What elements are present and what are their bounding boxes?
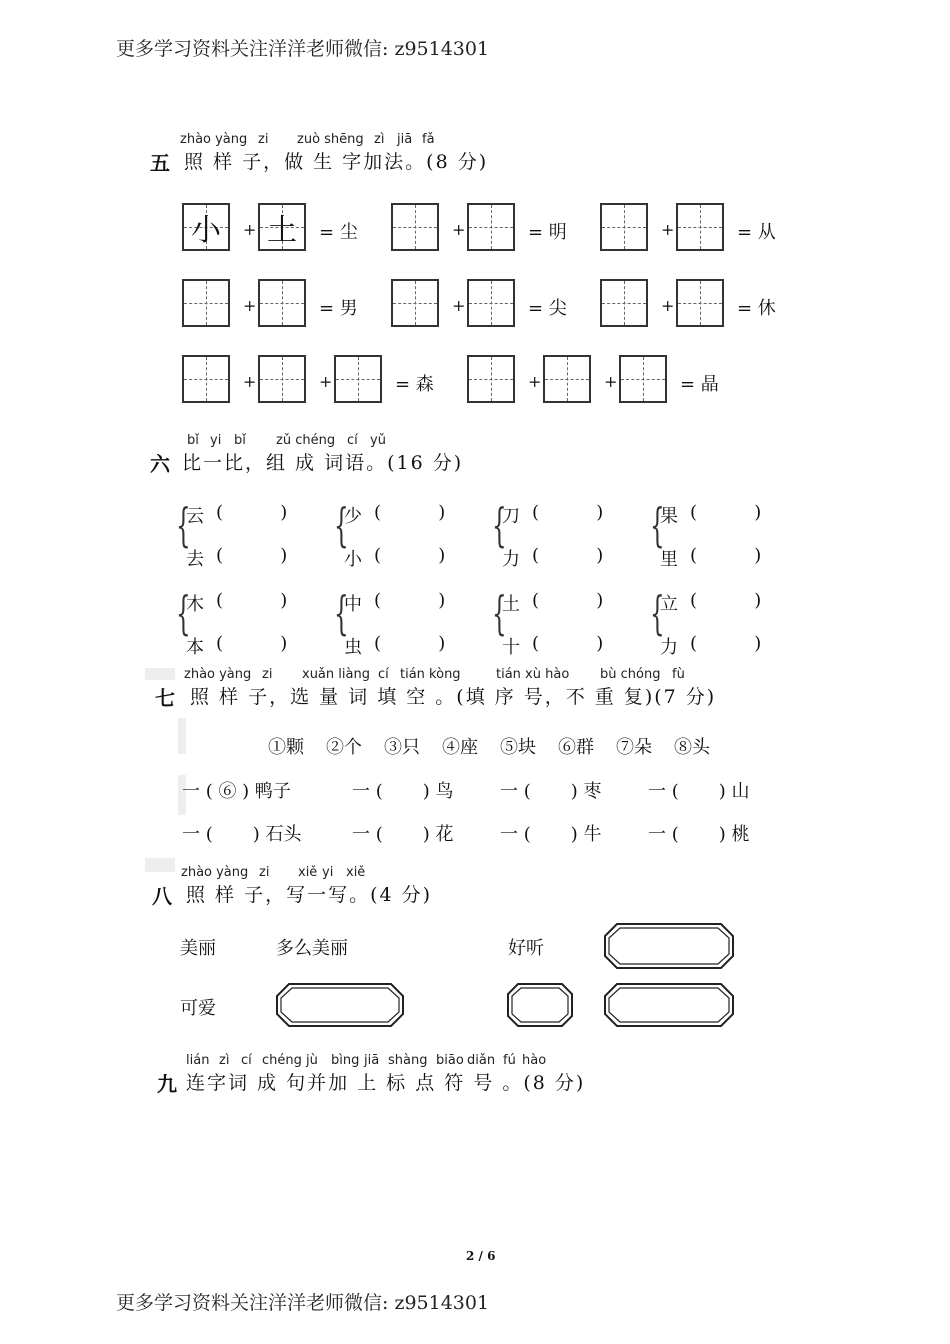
pair-char: 刀 — [502, 506, 520, 527]
option: ②个 — [326, 737, 362, 758]
pair-char: 少 — [344, 506, 362, 527]
sum-result: = 尖 — [528, 298, 567, 319]
footer-note: 更多学习资料关注洋洋老师微信: z9514301 — [116, 1292, 490, 1314]
pair-char: 果 — [660, 506, 678, 527]
answer-octagon[interactable] — [506, 982, 574, 1028]
sum-result: = 从 — [737, 222, 776, 243]
pinyin: bǐ — [187, 433, 199, 448]
answer-blank[interactable]: ( ) — [216, 633, 288, 654]
fill-item[interactable]: 一 ( ) 花 — [352, 824, 454, 845]
pair-char: 立 — [660, 594, 678, 615]
section-number: 九 — [157, 1072, 177, 1096]
pinyin: tián kòng — [400, 667, 461, 682]
brace: { — [334, 498, 349, 552]
brace: { — [650, 498, 665, 552]
fill-item[interactable]: 一 ( ) 牛 — [500, 824, 602, 845]
option: ⑤块 — [500, 737, 536, 758]
pinyin: zǔ chéng — [276, 433, 336, 448]
pair-char: 十 — [502, 637, 520, 658]
option: ③只 — [384, 737, 420, 758]
scan-artifact — [178, 718, 186, 754]
answer-blank[interactable]: ( ) — [532, 590, 604, 611]
example-phrase: 多么美丽 — [276, 938, 348, 959]
pinyin: zhào yàng — [180, 132, 248, 147]
answer-blank[interactable]: ( ) — [690, 590, 762, 611]
answer-blank[interactable]: ( ) — [374, 590, 446, 611]
fill-item[interactable]: 一 ( ) 鸟 — [352, 781, 454, 802]
writing-grid[interactable] — [676, 279, 724, 327]
pair-char: 去 — [186, 549, 204, 570]
option: ①颗 — [268, 737, 304, 758]
writing-grid[interactable] — [600, 279, 648, 327]
pinyin: zhào yàng — [181, 865, 249, 880]
section-number: 五 — [150, 151, 170, 175]
writing-grid[interactable] — [467, 355, 515, 403]
answer-blank[interactable]: ( ) — [374, 545, 446, 566]
plus-sign: + — [452, 296, 466, 315]
section-title: 照 样 子，做 生 字加法。(8 分) — [184, 151, 489, 173]
pinyin: jù — [306, 1053, 318, 1068]
section-title: 照 样 子，选 量 词 填 空 。(填 序 号，不 重 复)(7 分) — [190, 686, 717, 708]
fill-item[interactable]: 一 ( ) 桃 — [648, 824, 750, 845]
section-number: 八 — [152, 884, 172, 908]
pinyin: zi — [259, 865, 270, 880]
prompt-word: 好听 — [508, 938, 544, 959]
pinyin: biāo — [436, 1053, 464, 1068]
brace: { — [176, 586, 191, 640]
pinyin: bǐ — [234, 433, 246, 448]
pinyin: xiě — [346, 865, 366, 880]
pair-char: 本 — [186, 637, 204, 658]
pinyin: cí — [378, 667, 389, 682]
pinyin: diǎn — [467, 1053, 496, 1068]
writing-grid — [258, 203, 306, 251]
sum-result: = 男 — [319, 298, 358, 319]
fill-item[interactable]: 一 ( ) 枣 — [500, 781, 602, 802]
pinyin: fǎ — [422, 132, 435, 147]
writing-grid[interactable] — [467, 203, 515, 251]
pair-char: 里 — [660, 549, 678, 570]
plus-sign: + — [243, 296, 257, 315]
answer-octagon[interactable] — [603, 922, 735, 970]
pinyin: lián — [186, 1053, 210, 1068]
writing-grid[interactable] — [182, 355, 230, 403]
pair-char: 小 — [344, 549, 362, 570]
scan-artifact — [145, 668, 175, 680]
option: ⑥群 — [558, 737, 594, 758]
sum-result: = 晶 — [680, 374, 719, 395]
pinyin: zi — [258, 132, 269, 147]
pinyin: xiě — [298, 865, 318, 880]
writing-grid[interactable] — [391, 279, 439, 327]
sum-result: = 休 — [737, 298, 776, 319]
pair-char: 虫 — [344, 637, 362, 658]
writing-grid[interactable] — [600, 203, 648, 251]
pinyin: zhào yàng — [184, 667, 252, 682]
answer-blank[interactable]: ( ) — [216, 590, 288, 611]
writing-grid — [182, 203, 230, 251]
plus-sign: + — [528, 372, 542, 391]
fill-item[interactable]: 一 ( ⑥ ) 鸭子 — [182, 781, 291, 802]
answer-blank[interactable]: ( ) — [532, 502, 604, 523]
brace: { — [176, 498, 191, 552]
pinyin: yi — [210, 433, 222, 448]
pair-char: 力 — [502, 549, 520, 570]
writing-grid[interactable] — [182, 279, 230, 327]
answer-blank[interactable]: ( ) — [690, 633, 762, 654]
pair-char: 力 — [660, 637, 678, 658]
plus-sign: + — [661, 296, 675, 315]
brace: { — [492, 498, 507, 552]
option: ④座 — [442, 737, 478, 758]
writing-grid[interactable] — [467, 279, 515, 327]
pinyin: bù chóng — [600, 667, 661, 682]
fill-item[interactable]: 一 ( ) 山 — [648, 781, 750, 802]
answer-blank[interactable]: ( ) — [690, 545, 762, 566]
writing-grid[interactable] — [543, 355, 591, 403]
pinyin: fú — [503, 1053, 516, 1068]
plus-sign: + — [243, 372, 257, 391]
plus-sign: + — [604, 372, 618, 391]
pinyin: jiā — [397, 132, 413, 147]
pinyin: jiā — [364, 1053, 380, 1068]
writing-grid[interactable] — [258, 355, 306, 403]
answer-blank[interactable]: ( ) — [532, 633, 604, 654]
prompt-word: 可爱 — [180, 998, 216, 1019]
pinyin: cí — [347, 433, 358, 448]
pinyin: xuǎn liàng — [302, 667, 370, 682]
option: ⑦朵 — [616, 737, 652, 758]
section-title: 连字词 成 句并加 上 标 点 符 号 。(8 分) — [186, 1072, 586, 1094]
plus-sign: + — [661, 220, 675, 239]
plus-sign: + — [243, 220, 257, 239]
pinyin: zuò shēng — [297, 132, 364, 147]
sum-result: = 尘 — [319, 222, 358, 243]
answer-blank[interactable]: ( ) — [216, 502, 288, 523]
writing-grid[interactable] — [334, 355, 382, 403]
answer-blank[interactable]: ( ) — [374, 502, 446, 523]
pinyin: zi — [262, 667, 273, 682]
option: ⑧头 — [674, 737, 710, 758]
writing-grid[interactable] — [391, 203, 439, 251]
sum-result: = 明 — [528, 222, 567, 243]
pair-char: 云 — [186, 506, 204, 527]
answer-blank[interactable]: ( ) — [690, 502, 762, 523]
pinyin: cí — [241, 1053, 252, 1068]
pair-char: 木 — [186, 594, 204, 615]
grid-char: 土 — [267, 213, 297, 248]
pinyin: zì — [374, 132, 385, 147]
writing-grid[interactable] — [619, 355, 667, 403]
pinyin: hào — [522, 1053, 547, 1068]
grid-char: 小 — [191, 213, 221, 248]
writing-grid[interactable] — [676, 203, 724, 251]
plus-sign: + — [319, 372, 333, 391]
pair-char: 土 — [502, 594, 520, 615]
section-number: 七 — [155, 686, 175, 710]
pair-char: 中 — [344, 594, 362, 615]
answer-octagon[interactable] — [275, 982, 405, 1028]
section-title: 比一比，组 成 词语。(16 分) — [182, 452, 464, 474]
pinyin: chéng — [262, 1053, 302, 1068]
writing-grid[interactable] — [258, 279, 306, 327]
answer-blank[interactable]: ( ) — [532, 545, 604, 566]
pinyin: zì — [219, 1053, 230, 1068]
scan-artifact — [145, 858, 175, 872]
section-title: 照 样 子，写一写。(4 分) — [186, 884, 433, 906]
pinyin: tián xù hào — [496, 667, 570, 682]
example-word: 美丽 — [180, 938, 216, 959]
fill-item[interactable]: 一 ( ) 石头 — [182, 824, 302, 845]
plus-sign: + — [452, 220, 466, 239]
answer-blank[interactable]: ( ) — [374, 633, 446, 654]
brace: { — [650, 586, 665, 640]
answer-blank[interactable]: ( ) — [216, 545, 288, 566]
page-number: 2 / 6 — [466, 1249, 496, 1263]
pinyin: yǔ — [370, 433, 386, 448]
header-note: 更多学习资料关注洋洋老师微信: z9514301 — [116, 38, 490, 60]
pinyin: shàng — [388, 1053, 428, 1068]
brace: { — [492, 586, 507, 640]
section-number: 六 — [150, 452, 170, 476]
sum-result: = 森 — [395, 374, 434, 395]
pinyin: fù — [672, 667, 685, 682]
pinyin: yi — [322, 865, 334, 880]
pinyin: bìng — [331, 1053, 360, 1068]
answer-octagon[interactable] — [603, 982, 735, 1028]
brace: { — [334, 586, 349, 640]
